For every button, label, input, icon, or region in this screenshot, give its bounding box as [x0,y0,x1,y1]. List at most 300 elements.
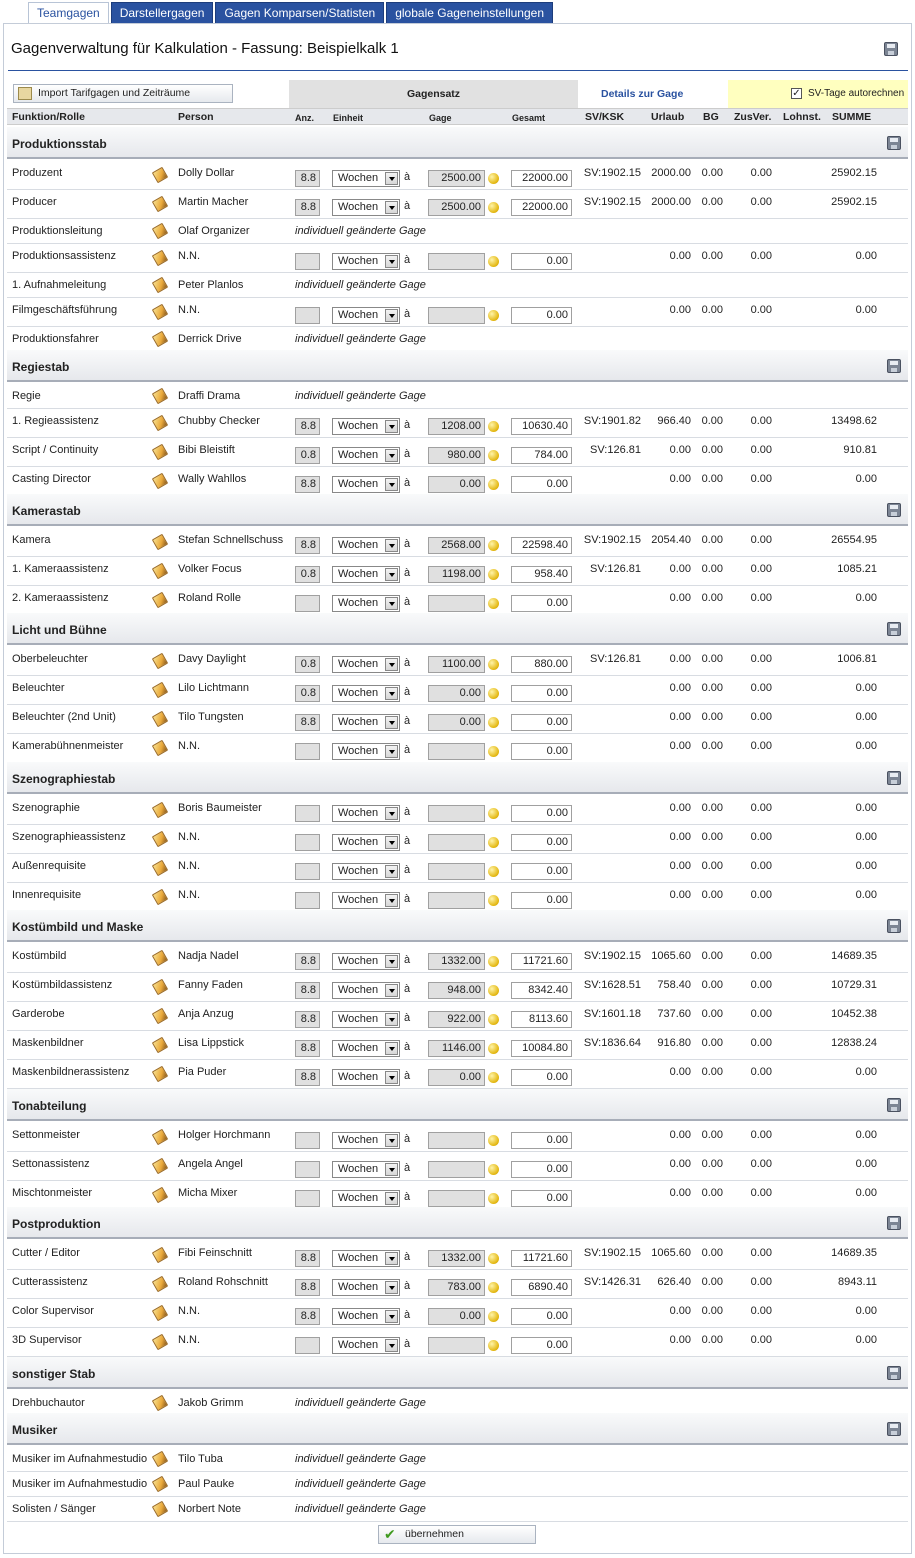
coins-icon[interactable] [488,256,499,267]
gage-field[interactable] [428,892,485,909]
edit-pencil-icon[interactable] [152,1276,168,1292]
section-save-icon[interactable] [887,1216,901,1230]
einheit-select[interactable] [332,595,400,612]
einheit-select[interactable] [332,1337,400,1354]
coins-icon[interactable] [488,1193,499,1204]
urlaub-value: 0.00 [669,682,691,694]
gesamt-field[interactable]: 0.00 [511,743,572,760]
zusver-value: 0.00 [750,1008,772,1020]
gage-field[interactable]: 2500.00 [428,199,485,216]
anzahl-field[interactable] [295,1161,320,1178]
bg-value: 0.00 [701,1129,723,1141]
coins-icon[interactable] [488,866,499,877]
edit-pencil-icon[interactable] [152,331,168,347]
section-header [7,1207,908,1239]
gage-field[interactable]: 1332.00 [428,953,485,970]
table-row [7,796,908,825]
anzahl-field[interactable]: 8.8 [295,953,320,970]
edit-pencil-icon[interactable] [152,563,168,579]
urlaub-value: 0.00 [669,1305,691,1317]
einheit-select[interactable] [332,566,400,583]
coins-icon[interactable] [488,808,499,819]
einheit-value: Wochen [338,172,379,184]
gesamt-field[interactable]: 6890.40 [511,1279,572,1296]
section-save-icon[interactable] [887,771,901,785]
zusver-value: 0.00 [750,534,772,546]
anzahl-field[interactable] [295,595,320,612]
gesamt-field[interactable]: 0.00 [511,714,572,731]
coins-icon[interactable] [488,450,499,461]
anzahl-field[interactable] [295,1132,320,1149]
einheit-select[interactable] [332,447,400,464]
anzahl-field[interactable] [295,253,320,270]
einheit-value: Wochen [338,1281,379,1293]
tab-komparsen[interactable]: Gagen Komparsen/Statisten [215,2,384,24]
einheit-value: Wochen [338,1252,379,1264]
einheit-select[interactable] [332,476,400,493]
gesamt-field[interactable]: 0.00 [511,476,572,493]
einheit-select[interactable] [332,1190,400,1207]
zusver-value: 0.00 [750,415,772,427]
summe-value: 0.00 [855,1129,877,1141]
gesamt-field[interactable]: 0.00 [511,1161,572,1178]
chevron-down-icon [385,836,398,849]
gage-field[interactable]: 2568.00 [428,537,485,554]
details-zur-gage-link[interactable]: Details zur Gage [601,88,684,100]
section-save-icon[interactable] [887,1366,901,1380]
einheit-select[interactable] [332,1011,400,1028]
bg-value: 0.00 [701,1008,723,1020]
einheit-select[interactable] [332,418,400,435]
gesamt-field[interactable]: 0.00 [511,307,572,324]
edit-pencil-icon[interactable] [152,1334,168,1350]
anzahl-field[interactable]: 8.8 [295,714,320,731]
table-row [7,973,908,1002]
anzahl-field[interactable] [295,805,320,822]
einheit-value: Wochen [338,894,379,906]
import-tarifgagen-button[interactable] [13,84,233,103]
einheit-select[interactable] [332,892,400,909]
funktion-cell: Filmgeschäftsführung [12,304,118,316]
gesamt-field[interactable]: 22598.40 [511,537,572,554]
anzahl-field[interactable] [295,1190,320,1207]
gage-field[interactable] [428,1190,485,1207]
coins-icon[interactable] [488,1164,499,1175]
table-row [7,161,908,190]
col-einheit: Einheit [333,113,364,123]
einheit-select[interactable] [332,1040,400,1057]
anzahl-field[interactable]: 8.8 [295,476,320,493]
table-row [7,1152,908,1181]
gesamt-field[interactable]: 22000.00 [511,199,572,216]
einheit-value: Wochen [338,1042,379,1054]
edit-pencil-icon[interactable] [152,277,168,293]
funktion-cell: Kostümbildassistenz [12,979,113,991]
einheit-value: Wochen [338,716,379,728]
summe-value: 8943.11 [838,1276,877,1288]
anzahl-field[interactable]: 8.8 [295,418,320,435]
section-save-icon[interactable] [887,1422,901,1436]
coins-icon[interactable] [488,479,499,490]
a-separator: à [404,448,411,460]
einheit-select[interactable] [332,834,400,851]
table-row [7,273,908,298]
edit-pencil-icon[interactable] [152,1451,168,1467]
einheit-select[interactable] [332,1132,400,1149]
person-cell: Holger Horchmann [178,1129,271,1141]
person-cell: Jakob Grimm [178,1397,244,1409]
gage-field[interactable]: 948.00 [428,982,485,999]
section-save-icon[interactable] [887,622,901,636]
gage-field[interactable] [428,863,485,880]
coins-icon[interactable] [488,540,499,551]
gage-field[interactable] [428,1132,485,1149]
coins-icon[interactable] [488,1282,499,1293]
coins-icon[interactable] [488,1253,499,1264]
einheit-value: Wochen [338,309,379,321]
gesamt-field[interactable]: 0.00 [511,1069,572,1086]
summe-value: 0.00 [855,711,877,723]
section-save-icon[interactable] [887,1098,901,1112]
svksk-value: SV:1628.51 [583,979,641,991]
coins-icon[interactable] [488,421,499,432]
anzahl-field[interactable]: 0.8 [295,656,320,673]
sv-tage-option [728,80,908,108]
edit-pencil-icon[interactable] [152,1187,168,1203]
coins-icon[interactable] [488,956,499,967]
coins-icon[interactable] [488,688,499,699]
edit-pencil-icon[interactable] [152,1008,168,1024]
urlaub-value: 0.00 [669,592,691,604]
edit-pencil-icon[interactable] [152,1247,168,1263]
gesamt-field[interactable]: 11721.60 [511,953,572,970]
table-row [7,883,908,912]
coins-icon[interactable] [488,659,499,670]
gage-field[interactable]: 0.00 [428,1308,485,1325]
gage-field[interactable]: 1208.00 [428,418,485,435]
gesamt-field[interactable]: 11721.60 [511,1250,572,1267]
person-cell: Roland Rohschnitt [178,1276,268,1288]
coins-icon[interactable] [488,985,499,996]
section-title: Produktionsstab [12,137,107,151]
gage-field[interactable]: 1146.00 [428,1040,485,1057]
einheit-select[interactable] [332,170,400,187]
edit-pencil-icon[interactable] [152,860,168,876]
col-zusver: ZusVer. [734,111,772,123]
gesamt-field[interactable]: 0.00 [511,1190,572,1207]
anzahl-field[interactable]: 8.8 [295,1250,320,1267]
bg-value: 0.00 [701,889,723,901]
edit-pencil-icon[interactable] [152,1476,168,1492]
zusver-value: 0.00 [750,711,772,723]
table-row [7,557,908,586]
gesamt-field[interactable]: 0.00 [511,685,572,702]
coins-icon[interactable] [488,173,499,184]
gage-note: individuell geänderte Gage [295,279,426,291]
gage-field[interactable] [428,307,485,324]
table-row [7,219,908,244]
gesamt-field[interactable]: 0.00 [511,892,572,909]
edit-pencil-icon[interactable] [152,1395,168,1411]
bg-value: 0.00 [701,1276,723,1288]
chevron-down-icon [385,807,398,820]
person-cell: N.N. [178,740,200,752]
uebernehmen-button[interactable] [378,1525,536,1544]
funktion-cell: 1. Kameraassistenz [12,563,109,575]
edit-pencil-icon[interactable] [152,534,168,550]
tab-darstellergagen[interactable]: Darstellergagen [111,2,214,24]
person-cell: Fibi Feinschnitt [178,1247,252,1259]
einheit-value: Wochen [338,1339,379,1351]
einheit-select[interactable] [332,685,400,702]
edit-pencil-icon[interactable] [152,592,168,608]
edit-pencil-icon[interactable] [152,1501,168,1517]
person-cell: Volker Focus [178,563,242,575]
section-save-icon[interactable] [887,503,901,517]
coins-icon[interactable] [488,717,499,728]
edit-pencil-icon[interactable] [152,1037,168,1053]
gage-note: individuell geänderte Gage [295,225,426,237]
edit-pencil-icon[interactable] [152,1305,168,1321]
gesamt-field[interactable]: 958.40 [511,566,572,583]
table-row [7,944,908,973]
chevron-down-icon [385,745,398,758]
table-row [7,298,908,327]
table-row [7,676,908,705]
edit-pencil-icon[interactable] [152,889,168,905]
person-cell: Roland Rolle [178,592,241,604]
funktion-cell: Szenographieassistenz [12,831,126,843]
anzahl-field[interactable]: 0.8 [295,566,320,583]
coins-icon[interactable] [488,1135,499,1146]
einheit-value: Wochen [338,539,379,551]
einheit-select[interactable] [332,307,400,324]
chevron-down-icon [385,658,398,671]
coins-icon[interactable] [488,837,499,848]
gesamt-field[interactable]: 0.00 [511,1132,572,1149]
gage-field[interactable]: 0.00 [428,1069,485,1086]
edit-pencil-icon[interactable] [152,740,168,756]
chevron-down-icon [385,1163,398,1176]
bg-value: 0.00 [701,1247,723,1259]
einheit-select[interactable] [332,656,400,673]
edit-pencil-icon[interactable] [152,473,168,489]
einheit-select[interactable] [332,714,400,731]
svksk-value: SV:1601.18 [583,1008,641,1020]
gage-field[interactable]: 0.00 [428,685,485,702]
gesamt-field[interactable]: 0.00 [511,1337,572,1354]
chevron-down-icon [385,1013,398,1026]
gesamt-field[interactable]: 22000.00 [511,170,572,187]
edit-pencil-icon[interactable] [152,831,168,847]
anzahl-field[interactable]: 8.8 [295,1011,320,1028]
table-row [7,586,908,615]
gage-field[interactable] [428,595,485,612]
coins-icon[interactable] [488,598,499,609]
anzahl-field[interactable]: 8.8 [295,1069,320,1086]
einheit-select[interactable] [332,537,400,554]
gesamt-field[interactable]: 0.00 [511,1308,572,1325]
gage-field[interactable] [428,1337,485,1354]
tab-teamgagen[interactable]: Teamgagen [28,2,109,24]
edit-pencil-icon[interactable] [152,653,168,669]
einheit-select[interactable] [332,253,400,270]
anzahl-field[interactable] [295,743,320,760]
einheit-select[interactable] [332,1279,400,1296]
section-save-icon[interactable] [887,136,901,150]
gesamt-field[interactable]: 0.00 [511,253,572,270]
table-row [7,384,908,409]
funktion-cell: Settonassistenz [12,1158,90,1170]
a-separator: à [404,1133,411,1145]
coins-icon[interactable] [488,1014,499,1025]
coins-icon[interactable] [488,1340,499,1351]
chevron-down-icon [385,539,398,552]
gage-field[interactable] [428,805,485,822]
funktion-cell: Producer [12,196,57,208]
anzahl-field[interactable] [295,863,320,880]
einheit-select[interactable] [332,953,400,970]
coins-icon[interactable] [488,1043,499,1054]
section-save-icon[interactable] [887,919,901,933]
gage-field[interactable]: 922.00 [428,1011,485,1028]
anzahl-field[interactable] [295,307,320,324]
gesamt-field[interactable]: 880.00 [511,656,572,673]
einheit-select[interactable] [332,199,400,216]
coins-icon[interactable] [488,1072,499,1083]
einheit-select[interactable] [332,743,400,760]
anzahl-field[interactable]: 8.8 [295,1040,320,1057]
coins-icon[interactable] [488,569,499,580]
gage-field[interactable] [428,1161,485,1178]
edit-pencil-icon[interactable] [152,444,168,460]
anzahl-field[interactable]: 8.8 [295,170,320,187]
a-separator: à [404,893,411,905]
coins-icon[interactable] [488,202,499,213]
table-row [7,409,908,438]
edit-pencil-icon[interactable] [152,223,168,239]
einheit-value: Wochen [338,201,379,213]
bg-value: 0.00 [701,304,723,316]
gage-field[interactable] [428,253,485,270]
person-cell: Tilo Tungsten [178,711,244,723]
gage-field[interactable] [428,834,485,851]
edit-pencil-icon[interactable] [152,802,168,818]
anzahl-field[interactable] [295,834,320,851]
gesamt-field[interactable]: 10084.80 [511,1040,572,1057]
anzahl-field[interactable]: 8.8 [295,982,320,999]
gesamt-field[interactable]: 784.00 [511,447,572,464]
einheit-select[interactable] [332,805,400,822]
chevron-down-icon [385,1339,398,1352]
edit-pencil-icon[interactable] [152,196,168,212]
gage-field[interactable]: 0.00 [428,714,485,731]
coins-icon[interactable] [488,310,499,321]
edit-pencil-icon[interactable] [152,682,168,698]
coins-icon[interactable] [488,1311,499,1322]
anzahl-field[interactable]: 8.8 [295,1279,320,1296]
gesamt-field[interactable]: 8113.60 [511,1011,572,1028]
coins-icon[interactable] [488,746,499,757]
zusver-value: 0.00 [750,1276,772,1288]
einheit-select[interactable] [332,1161,400,1178]
gage-note: individuell geänderte Gage [295,1503,426,1515]
gesamt-field[interactable]: 8342.40 [511,982,572,999]
edit-pencil-icon[interactable] [152,250,168,266]
anzahl-field[interactable]: 0.8 [295,685,320,702]
gesamt-field[interactable]: 0.00 [511,595,572,612]
anzahl-field[interactable] [295,1337,320,1354]
einheit-select[interactable] [332,982,400,999]
edit-pencil-icon[interactable] [152,304,168,320]
anzahl-field[interactable]: 8.8 [295,1308,320,1325]
anzahl-field[interactable]: 0.8 [295,447,320,464]
edit-pencil-icon[interactable] [152,167,168,183]
section-header [7,127,908,159]
einheit-select[interactable] [332,863,400,880]
edit-pencil-icon[interactable] [152,979,168,995]
gesamt-field[interactable]: 0.00 [511,805,572,822]
gesamt-field[interactable]: 0.00 [511,834,572,851]
anzahl-field[interactable]: 8.8 [295,199,320,216]
section-save-icon[interactable] [887,359,901,373]
edit-pencil-icon[interactable] [152,1066,168,1082]
einheit-value: Wochen [338,984,379,996]
tab-globale-einstellungen[interactable]: globale Gageneinstellungen [386,2,553,24]
coins-icon[interactable] [488,895,499,906]
col-funktion: Funktion/Rolle [12,111,85,123]
gesamt-field[interactable]: 10630.40 [511,418,572,435]
funktion-cell: Mischtonmeister [12,1187,93,1199]
gage-field[interactable]: 0.00 [428,476,485,493]
edit-pencil-icon[interactable] [152,711,168,727]
einheit-value: Wochen [338,1134,379,1146]
summe-value: 0.00 [855,1187,877,1199]
edit-pencil-icon[interactable] [152,1129,168,1145]
anzahl-field[interactable] [295,892,320,909]
gage-field[interactable] [428,743,485,760]
chevron-down-icon [385,1252,398,1265]
edit-pencil-icon[interactable] [152,388,168,404]
save-all-icon[interactable] [884,42,898,56]
sv-tage-checkbox[interactable]: ✓ [792,88,801,99]
gage-field[interactable]: 980.00 [428,447,485,464]
edit-pencil-icon[interactable] [152,950,168,966]
zusver-value: 0.00 [750,653,772,665]
einheit-select[interactable] [332,1308,400,1325]
zusver-value: 0.00 [750,831,772,843]
person-cell: Stefan Schnellschuss [178,534,284,546]
einheit-select[interactable] [332,1069,400,1086]
gage-field[interactable]: 783.00 [428,1279,485,1296]
summe-value: 10452.38 [831,1008,877,1020]
edit-pencil-icon[interactable] [152,1158,168,1174]
einheit-select[interactable] [332,1250,400,1267]
gesamt-field[interactable]: 0.00 [511,863,572,880]
gage-field[interactable]: 1332.00 [428,1250,485,1267]
urlaub-value: 2054.40 [651,534,691,546]
anzahl-field[interactable]: 8.8 [295,537,320,554]
gage-field[interactable]: 2500.00 [428,170,485,187]
einheit-value: Wochen [338,658,379,670]
chevron-down-icon [385,1134,398,1147]
gage-field[interactable]: 1100.00 [428,656,485,673]
svksk-value: SV:126.81 [590,444,641,456]
section-header [7,762,908,794]
gage-field[interactable]: 1198.00 [428,566,485,583]
einheit-value: Wochen [338,1310,379,1322]
edit-pencil-icon[interactable] [152,415,168,431]
